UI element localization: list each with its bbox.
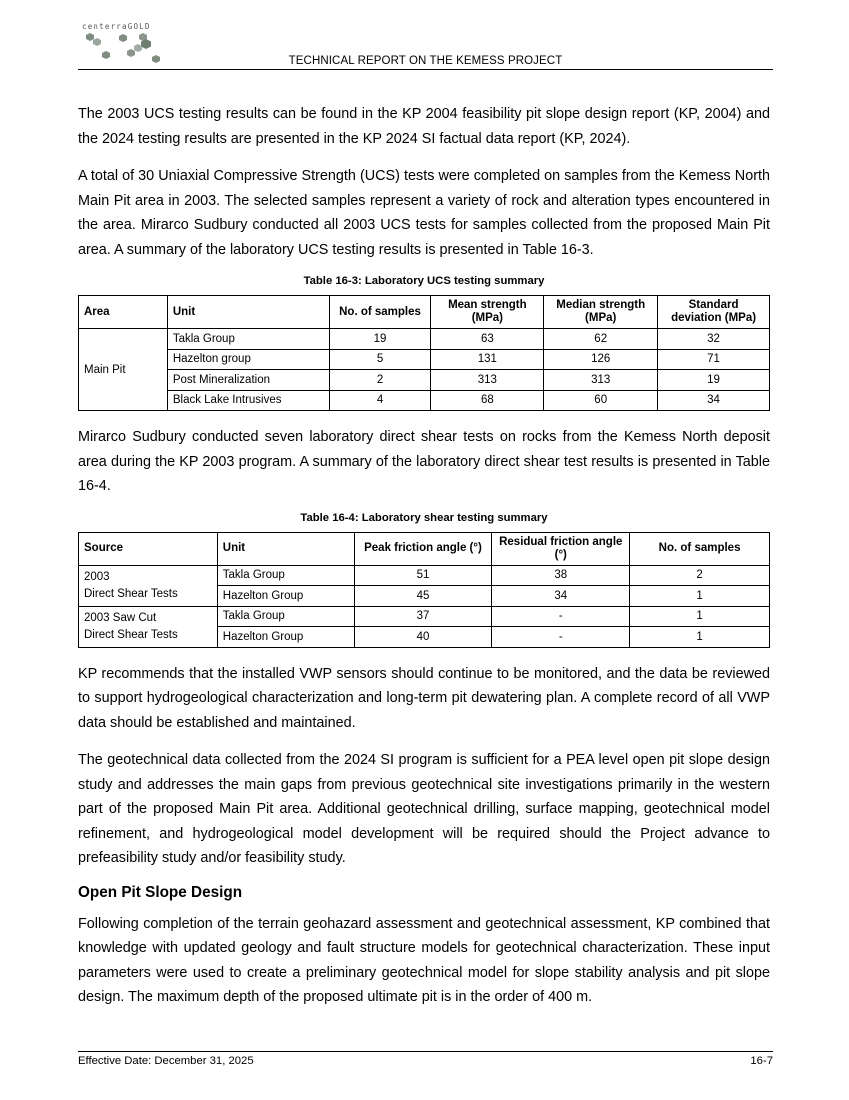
unit-cell: Black Lake Intrusives (167, 390, 329, 411)
area-cell: Main Pit (79, 329, 168, 411)
unit-cell: Hazelton Group (217, 627, 354, 648)
table-header-row (79, 532, 770, 565)
residual-angle-cell: - (492, 606, 630, 627)
table-row (79, 565, 770, 586)
samples-cell: 19 (329, 329, 431, 350)
source-line: 2003 Saw Cut (84, 611, 157, 624)
mean-cell: 68 (431, 390, 544, 411)
residual-angle-cell: - (492, 627, 630, 648)
column-header: Area (79, 296, 168, 329)
unit-cell: Takla Group (217, 606, 354, 627)
table-row (79, 349, 770, 370)
column-header: Median strength (MPa) (544, 296, 658, 329)
column-header: Standard deviation (MPa) (658, 296, 770, 329)
paragraph-ucs-results-location: The 2003 UCS testing results can be found in the KP 2004 feasibility pit slope design report (KP, 2004) and the 2024 testing results are presented in the KP 2024 SI factual data report (KP, 2024). (78, 106, 770, 147)
samples-cell: 2 (329, 370, 431, 391)
table-row (79, 606, 770, 627)
peak-angle-cell: 40 (354, 627, 492, 648)
column-header: Mean strength (MPa) (431, 296, 544, 329)
unit-cell: Hazelton Group (217, 586, 354, 607)
effective-date: Effective Date: December 31, 2025 (78, 1055, 254, 1067)
column-header: Unit (167, 296, 329, 329)
column-header: No. of samples (329, 296, 431, 329)
paragraph-geotechnical-data: The geotechnical data collected from the 2024 SI program is sufficient for a PEA level open pit slope design study and addresses the main gaps from previous geotechnical site investigations primarily in the western part of the proposed Main Pit area. Additional geotechnical drilling, surface mapping, geotechnical model refinement, and hydrogeological model development will be required should the Project advance to prefeasibility study and/or feasibility study. (78, 752, 770, 866)
source-line: Direct Shear Tests (84, 587, 178, 600)
samples-cell: 5 (329, 349, 431, 370)
paragraph-vwp-monitoring: KP recommends that the installed VWP sensors should continue to be monitored, and the data be reviewed to support hydrogeological characterization and long-term pit dewatering plan. A complete record of all VWP data should be established and maintained. (78, 665, 770, 731)
source-cell (79, 606, 218, 647)
mean-cell: 313 (431, 370, 544, 391)
unit-cell: Takla Group (167, 329, 329, 350)
table-16-3-caption: Table 16-3: Laboratory UCS testing summary (303, 275, 545, 287)
source-line: Direct Shear Tests (84, 628, 178, 641)
column-header: Residual friction angle (°) (492, 532, 630, 565)
column-header: Source (79, 532, 218, 565)
section-heading: Open Pit Slope Design (78, 883, 243, 901)
median-cell: 313 (544, 370, 658, 391)
table-header-row (79, 296, 770, 329)
stdev-cell: 71 (658, 349, 770, 370)
column-header: Peak friction angle (°) (354, 532, 492, 565)
residual-angle-cell: 38 (492, 565, 630, 586)
stdev-cell: 19 (658, 370, 770, 391)
residual-angle-cell: 34 (492, 586, 630, 607)
samples-cell: 1 (630, 606, 770, 627)
column-header: No. of samples (630, 532, 770, 565)
peak-angle-cell: 37 (354, 606, 492, 627)
samples-cell: 1 (630, 586, 770, 607)
source-line: 2003 (84, 570, 110, 583)
unit-cell: Post Mineralization (167, 370, 329, 391)
table-16-4-caption: Table 16-4: Laboratory shear testing summary (300, 511, 548, 524)
median-cell: 60 (544, 390, 658, 411)
page-number: 16-7 (750, 1055, 773, 1067)
mean-cell: 131 (431, 349, 544, 370)
table-row (79, 390, 770, 411)
samples-cell: 1 (630, 627, 770, 648)
paragraph-ucs-tests: A total of 30 Uniaxial Compressive Strength (UCS) tests were completed on samples from the Kemess North Main Pit area in 2003. The selected samples represent a variety of rock and alteration types encountered in the area. Mirarco Sudbury conducted all 2003 UCS tests for samples collected from the proposed Main Pit area. A summary of the laboratory UCS testing results is presented in Table 16-3. (78, 168, 770, 258)
paragraph-slope-design: Following completion of the terrain geohazard assessment and geotechnical assessment, KP combined that knowledge with updated geology and fault structure models for geotechnical characterization. These input parameters were used to create a preliminary geotechnical model for slope stability analysis and pit slope design. The maximum depth of the proposed ultimate pit is in the order of 400 m. (78, 915, 770, 1005)
peak-angle-cell: 51 (354, 565, 492, 586)
samples-cell: 2 (630, 565, 770, 586)
median-cell: 62 (544, 329, 658, 350)
samples-cell: 4 (329, 390, 431, 411)
report-title: TECHNICAL REPORT ON THE KEMESS PROJECT (288, 55, 563, 67)
ucs-testing-table (78, 295, 770, 411)
stdev-cell: 32 (658, 329, 770, 350)
table-row (79, 370, 770, 391)
paragraph-direct-shear: Mirarco Sudbury conducted seven laboratory direct shear tests on rocks from the Kemess North deposit area during the KP 2003 program. A summary of the laboratory direct shear test results is presented in Table 16-4. (78, 429, 770, 494)
unit-cell: Hazelton group (167, 349, 329, 370)
footer-divider (78, 1051, 773, 1052)
unit-cell: Takla Group (217, 565, 354, 586)
peak-angle-cell: 45 (354, 586, 492, 607)
median-cell: 126 (544, 349, 658, 370)
company-logo-text: centerraGOLD (82, 22, 151, 31)
mean-cell: 63 (431, 329, 544, 350)
table-row (79, 329, 770, 350)
source-cell (79, 565, 218, 606)
shear-testing-table (78, 532, 770, 648)
page-header (78, 18, 773, 70)
column-header: Unit (217, 532, 354, 565)
page-body (78, 102, 770, 1023)
stdev-cell: 34 (658, 390, 770, 411)
header-divider (78, 69, 773, 70)
